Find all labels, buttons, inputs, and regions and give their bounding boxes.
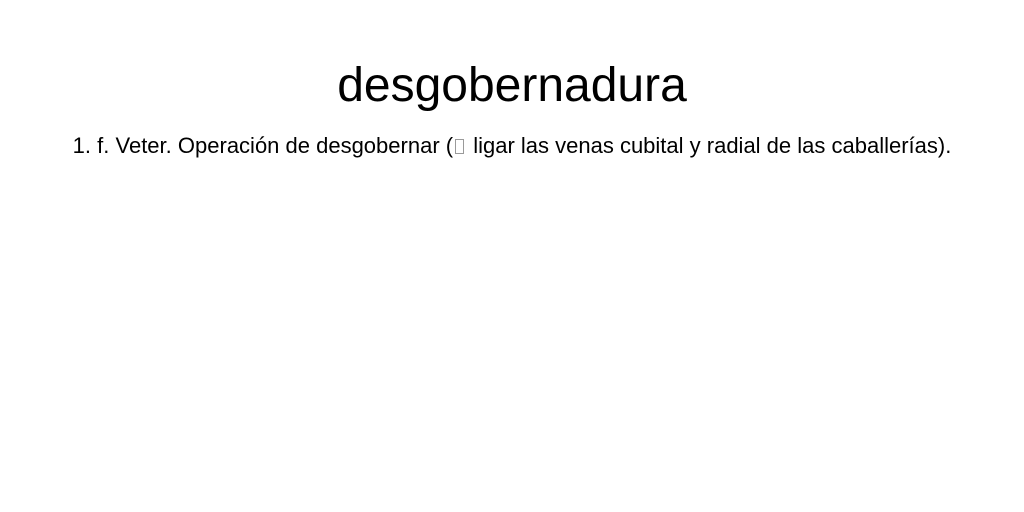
missing-glyph-icon <box>455 139 464 154</box>
definition-number: 1. <box>72 133 92 158</box>
headword: desgobernadura <box>337 59 687 112</box>
field-abbreviation: Veter. <box>115 133 172 158</box>
definition-text-before: Operación de desgobernar ( <box>177 133 454 158</box>
definition-text-after: ligar las venas cubital y radial de las caballerías). <box>473 133 952 158</box>
definition <box>70 127 954 165</box>
grammar-abbreviation: f. <box>97 133 110 158</box>
